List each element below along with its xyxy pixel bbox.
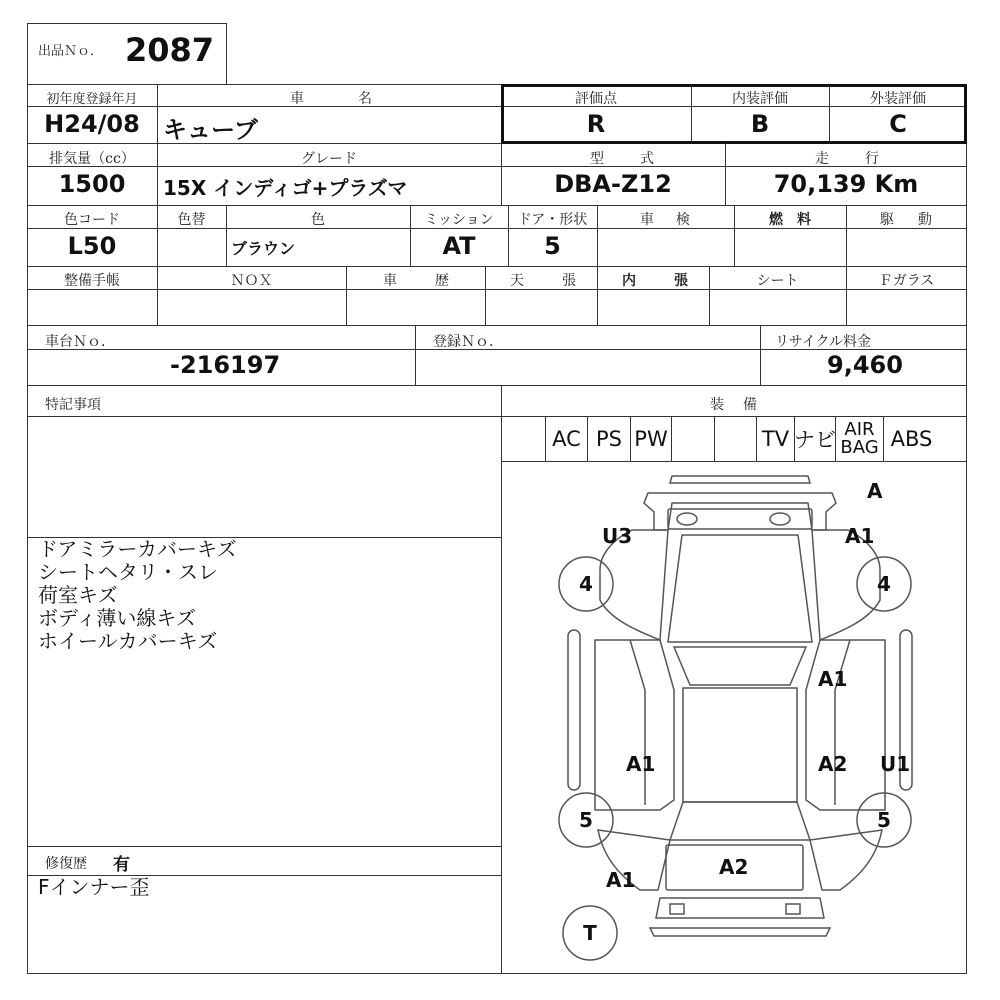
remark-note: シートヘタリ・スレ [38, 560, 218, 584]
mileage-value: 70,139 Km [773, 170, 919, 198]
damage-mark: A2 [818, 752, 848, 776]
equipment-cell: AIR BAG [836, 416, 884, 461]
exterior-label: 外装評価 [870, 91, 926, 107]
equipment-row [501, 416, 967, 461]
rule [157, 84, 158, 144]
tire-rear-left-value: 5 [579, 808, 593, 832]
tire-rear-right-value: 5 [877, 808, 891, 832]
model-value: DBA-Z12 [554, 170, 672, 198]
score-value: R [586, 110, 606, 138]
rule [597, 266, 598, 326]
door-value: 5 [544, 232, 561, 260]
remarks-notes [38, 538, 237, 653]
equipment-cell: AC [546, 416, 588, 461]
interior-value: B [750, 110, 770, 138]
hood-shape [668, 535, 812, 642]
damage-mark: A2 [719, 855, 749, 879]
rule [27, 266, 967, 267]
right-rear-shape [810, 830, 882, 890]
rule [846, 205, 847, 267]
front-emblem-shape [770, 513, 790, 525]
front-emblem-shape [677, 513, 697, 525]
rear-lamp-shape [670, 904, 684, 914]
color-label: 色 [311, 212, 325, 228]
fuel-label: 燃 料 [769, 212, 811, 228]
roof-label-1: 天 [510, 273, 524, 289]
colorcode-value: L50 [67, 232, 117, 260]
score-label: 評価点 [575, 91, 617, 107]
vehicle-diagram [540, 468, 940, 973]
rule [27, 846, 502, 847]
damage-mark: A1 [818, 667, 848, 691]
drive-label-2: 動 [918, 212, 932, 228]
rule [501, 461, 967, 462]
mission-label: ミッション [424, 212, 494, 228]
inner-label-2: 張 [674, 273, 688, 289]
history-label-1: 車 [383, 273, 397, 289]
reg-label: 初年度登録年月 [46, 92, 138, 107]
mileage-label-1: 走 [815, 151, 829, 167]
remarks-label: 特記事項 [45, 397, 101, 413]
front-bumper-shape [670, 476, 810, 483]
right-door-shape [835, 640, 850, 805]
reg-value: H24/08 [44, 110, 140, 138]
seat-label: シート [756, 273, 799, 289]
maint-label: 整備手帳 [64, 273, 120, 289]
chassis-label: 車台Ｎｏ． [45, 334, 115, 350]
chassis-value: -216197 [170, 351, 281, 379]
rule [485, 266, 486, 326]
rule [27, 205, 967, 206]
equipment-cell [672, 416, 715, 461]
damage-mark: U1 [880, 752, 911, 776]
equipment-label-1: 装 [710, 397, 724, 413]
exterior-value: C [889, 110, 907, 138]
interior-label: 内装評価 [732, 91, 788, 107]
recycle-label: リサイクル料金 [775, 334, 872, 350]
remark-note: ボディ薄い線キズ [38, 606, 196, 630]
roof-shape [683, 688, 797, 802]
left-door-shape [595, 640, 674, 810]
lot-number-label: 出品Ｎｏ． [38, 44, 104, 59]
spare-tire-value: T [583, 921, 597, 945]
rear-lamp-shape [786, 904, 800, 914]
roof-shape [670, 802, 810, 840]
equipment-cell: ABS [890, 426, 933, 451]
grade-label: グレード [301, 151, 357, 167]
remark-note: ホイールカバーキズ [38, 629, 218, 653]
roof-label-2: 張 [562, 273, 576, 289]
rule [346, 266, 347, 326]
colorcode-label: 色コード [64, 212, 120, 228]
drive-label-1: 駆 [880, 212, 894, 228]
equipment-cell [501, 416, 546, 461]
door-label: ドア・形状 [517, 212, 588, 228]
model-label-2: 式 [640, 151, 654, 167]
shaken-label-1: 車 [640, 212, 654, 228]
repair-value: 有 [113, 855, 130, 875]
name-value: キューブ [163, 116, 258, 144]
model-label-1: 型 [590, 151, 604, 167]
rule [27, 325, 967, 326]
damage-mark: A1 [845, 524, 875, 548]
equipment-cell [715, 416, 757, 461]
shaken-label-2: 検 [676, 212, 690, 228]
rear-bumper-shape [650, 928, 830, 936]
rule [597, 205, 598, 267]
equipment-cell: ナビ [795, 416, 836, 461]
tire-front-left-value: 4 [579, 572, 593, 596]
rear-bumper-shape [656, 898, 824, 918]
color-value: ブラウン [231, 239, 296, 258]
remark-note: 荷室キズ [38, 583, 118, 607]
roof-shape [674, 647, 806, 685]
repair-note: Fインナー歪 [38, 875, 150, 899]
rule [760, 325, 761, 385]
rule [501, 385, 502, 974]
name-label-2: 名 [358, 91, 372, 107]
name-label-1: 車 [290, 91, 304, 107]
right-door-shape [806, 640, 885, 810]
lot-number-value: 2087 [125, 31, 215, 69]
equipment-cell: PW [631, 416, 672, 461]
tire-front-right-value: 4 [877, 572, 891, 596]
damage-mark: U3 [602, 524, 633, 548]
damage-mark: A1 [626, 752, 656, 776]
remark-note: ドアミラーカバーキズ [38, 537, 237, 561]
equipment-cell: PS [588, 416, 631, 461]
inner-label-1: 内 [622, 273, 636, 289]
left-mirror-shape [568, 630, 580, 790]
regno-label: 登録Ｎｏ． [433, 334, 503, 350]
mission-value: AT [442, 232, 476, 260]
front-bumper-shape [644, 493, 836, 530]
damage-mark: A1 [606, 868, 636, 892]
rule [27, 385, 967, 386]
repair-label: 修復歴 [45, 856, 87, 872]
displacement-value: 1500 [58, 170, 126, 198]
equipment-label-2: 備 [743, 397, 757, 413]
nox-label: ＮＯＸ [230, 273, 273, 289]
damage-mark: A [867, 479, 883, 503]
fglass-label: Ｆガラス [878, 273, 935, 289]
mileage-label-2: 行 [865, 151, 879, 167]
recolor-label: 色替 [177, 212, 206, 228]
grade-value: 15X インディゴ+プラズマ [163, 176, 408, 200]
left-door-shape [630, 640, 645, 805]
equipment-cell: TV [757, 416, 795, 461]
displacement-label: 排気量（cc） [49, 151, 135, 167]
rule [415, 325, 416, 385]
history-label-2: 歴 [435, 273, 449, 289]
recycle-value: 9,460 [827, 351, 903, 379]
